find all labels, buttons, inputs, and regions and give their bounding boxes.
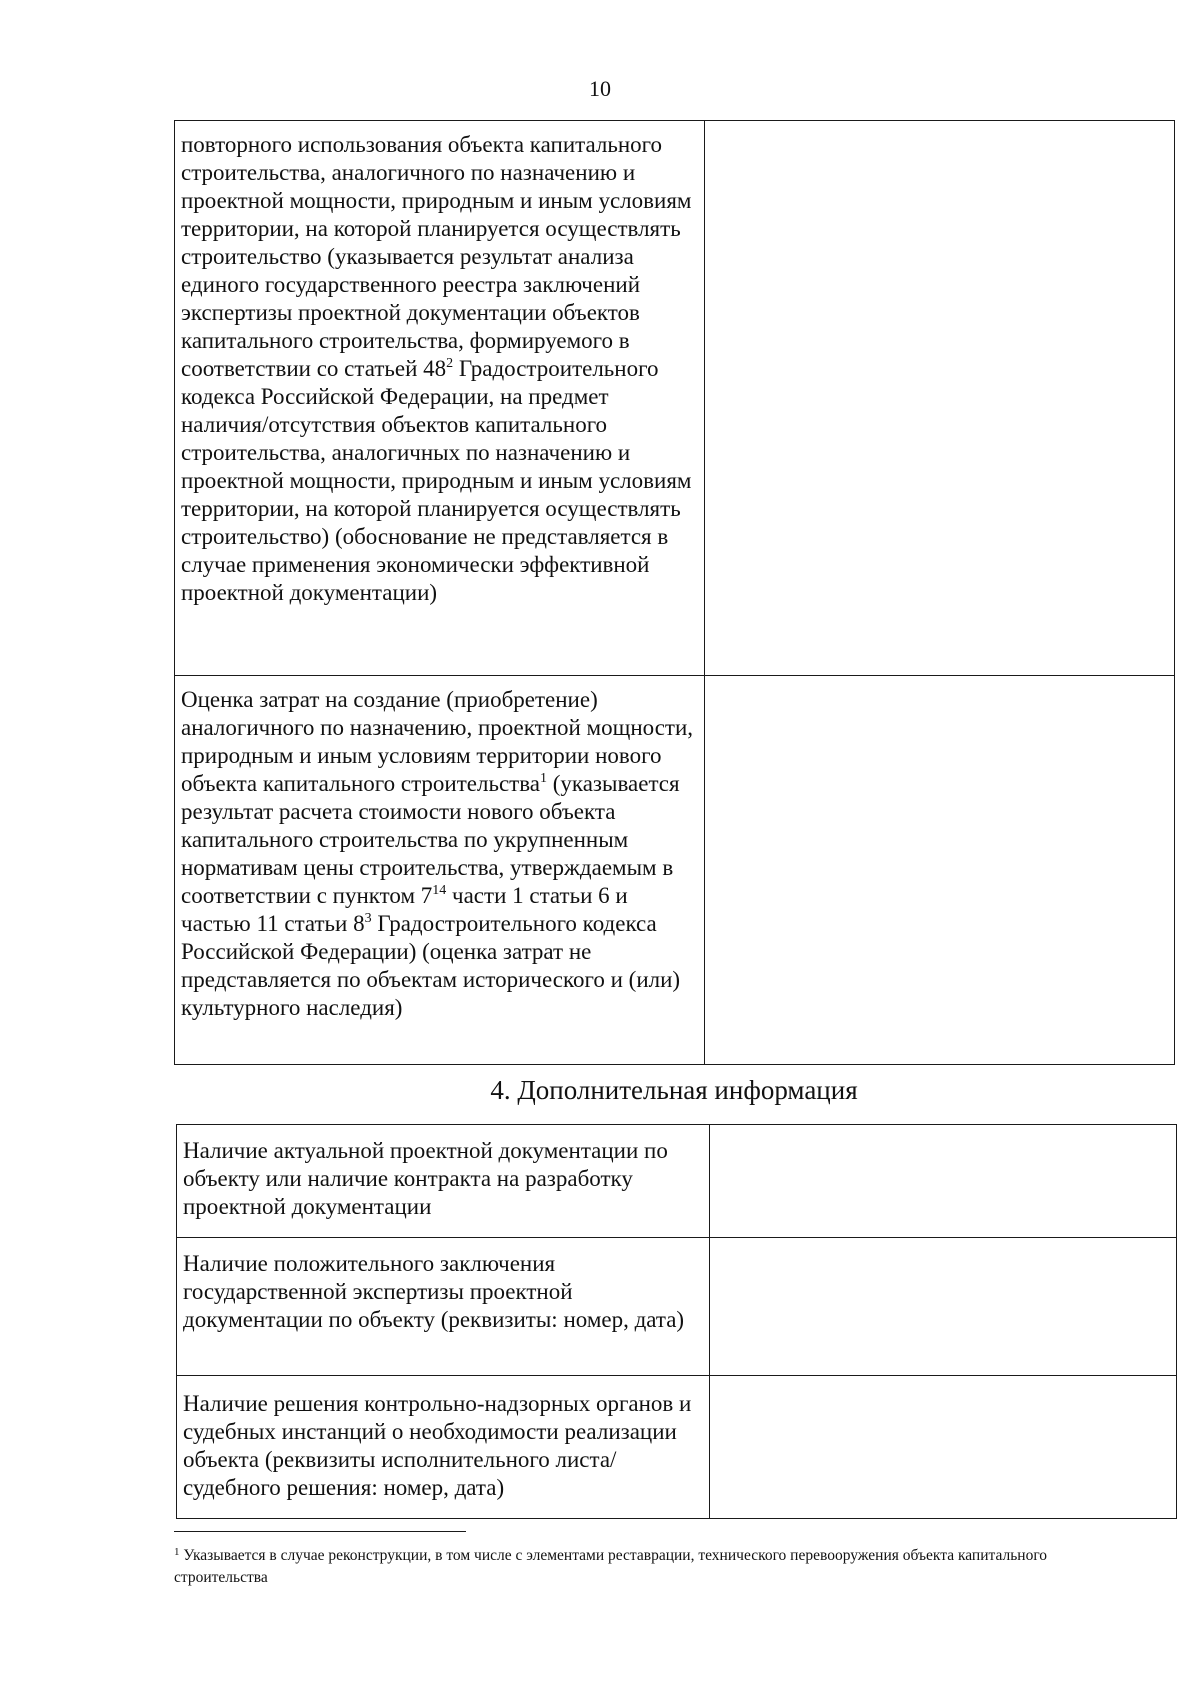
label-text: повторного использования объекта капитального строительства, аналогичного по назначению и проектной мощности, природным и иным условиям территории, на которой планируется осуществлять строительство (указывается результат анализа единого государственного реестра заключений экспертизы проектной документации объектов капитального строительства, формируемого в соответствии со статьей 48 [181, 132, 692, 381]
row-label-court-decision: Наличие решения контрольно-надзорных органов и судебных инстанций о необходимости реализации объекта (реквизиты исполнительного листа/судебного решения: номер, дата) [177, 1376, 710, 1519]
row-value-cell[interactable] [710, 1238, 1177, 1376]
page-number: 10 [589, 76, 611, 101]
table-row [177, 1238, 1177, 1376]
row-label-cost-estimate [175, 676, 705, 1065]
label-text: части 1 статьи 6 и частью 11 статьи 8 [181, 883, 628, 936]
row-value-cell[interactable] [705, 121, 1175, 676]
label-text: Градостроительного кодекса Российской Федерации) (оценка затрат не представляется по объектам исторического и (или) культурного наследия) [181, 911, 681, 1020]
footnote-mark: 1 [174, 1546, 180, 1558]
label-text-tail: Градостроительного кодекса Российской Федерации, на предмет наличия/отсутствия объектов капитального строительства, аналогичных по назначению и проектной мощности, природным и иным условиям территории, на которой планируется осуществлять строительство) (обоснование не представляется в случае применения экономически эффективной проектной документации) [181, 356, 692, 605]
label-text: Оценка затрат на создание (приобретение) аналогичного по назначению, проектной мощности, природным и иным условиям территории нового объекта капитального строительства [181, 687, 694, 796]
footnote-text: Указывается в случае реконструкции, в том числе с элементами реставрации, технического перевооружения объекта капитального строительства [174, 1547, 1048, 1586]
footnote [174, 1545, 1114, 1589]
superscript: 1 [539, 771, 547, 786]
row-label-state-expertise: Наличие положительного заключения государственной экспертизы проектной документации по объекту (реквизиты: номер, дата) [177, 1238, 710, 1376]
section-title: 4. Дополнительная информация [490, 1075, 858, 1105]
project-info-table [174, 120, 1175, 1065]
table-row [177, 1376, 1177, 1519]
row-value-cell[interactable] [710, 1125, 1177, 1238]
table-row [177, 1125, 1177, 1238]
superscript: 14 [432, 883, 447, 898]
label-text: (указывается результат расчета стоимости нового объекта капитального строительства по укрупненным нормативам цены строительства, утверждаемым в соответствии с пунктом 7 [181, 771, 680, 908]
footnote-divider [174, 1531, 466, 1532]
superscript: 3 [364, 911, 372, 926]
row-label-reuse-analysis [175, 121, 705, 676]
superscript: 2 [446, 356, 454, 371]
additional-info-table [176, 1124, 1177, 1519]
table-row [175, 676, 1175, 1065]
row-value-cell[interactable] [710, 1376, 1177, 1519]
row-value-cell[interactable] [705, 676, 1175, 1065]
row-label-project-docs: Наличие актуальной проектной документации по объекту или наличие контракта на разработку проектной документации [177, 1125, 710, 1238]
table-row [175, 121, 1175, 676]
